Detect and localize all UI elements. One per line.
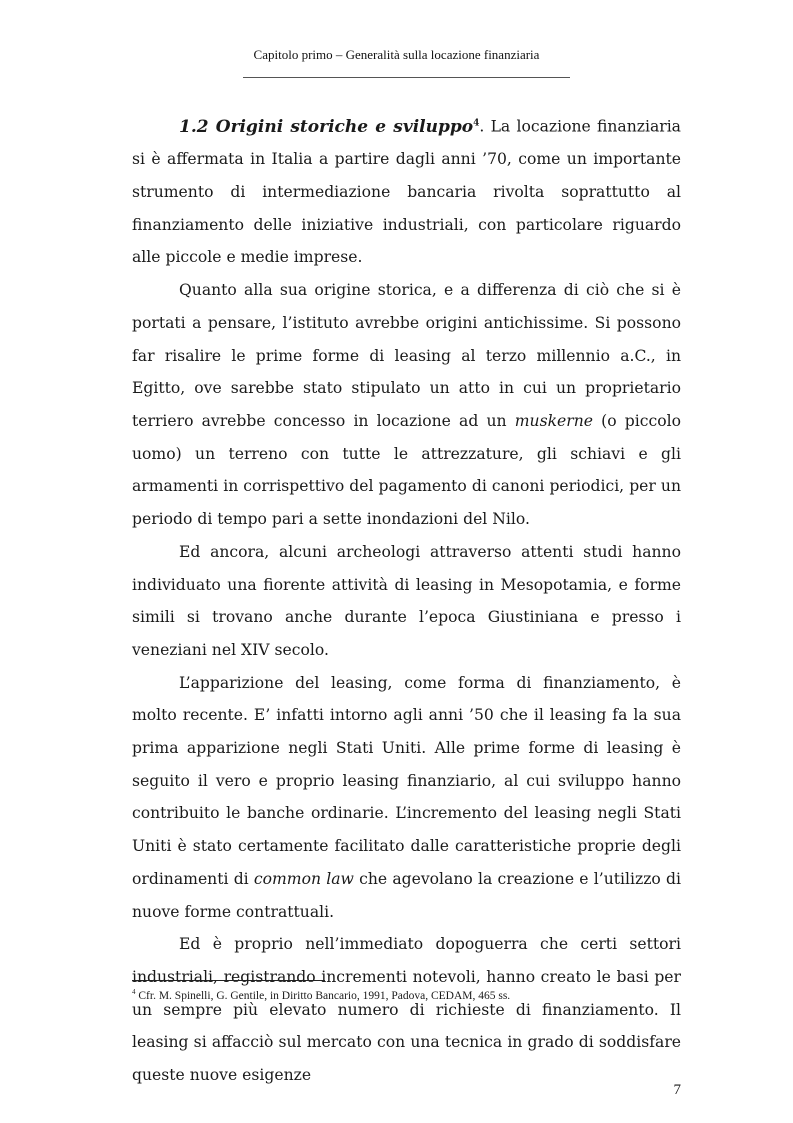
footnote-number: 4 — [132, 988, 136, 996]
footnote-divider — [132, 980, 325, 981]
paragraph-1 — [132, 107, 681, 274]
paragraph-1-text: . La locazione finanziaria si è affermata in Italia a partire dagli anni ’70, come un importante strumento di intermediazione bancaria rivolta soprattutto al finanziamento delle iniziative industriali, con particolare riguardo alle piccole e medie imprese. — [132, 117, 681, 267]
paragraph-2-text-a: Quanto alla sua origine storica, e a differenza di ciò che si è portati a pensare, l’istituto avrebbe origini antichissime. Si possono far risalire le prime forme di leasing al terzo millennio a.C., in Egitto, ove sarebbe stato stipulato un atto in cui un proprietario terriero avrebbe concesso in locazione ad un — [132, 281, 681, 430]
header-divider — [243, 77, 570, 78]
paragraph-4-text-b: che agevolano la creazione e l’utilizzo di nuove forme contrattuali. — [132, 869, 681, 921]
paragraph-4-text-a: L’apparizione del leasing, come forma di finanziamento, è molto recente. E’ infatti intorno agli anni ’50 che il leasing fa la sua prima apparizione negli Stati Uniti. Alle prime forme di leasing è seguito il vero e proprio leasing finanziario, al cui sviluppo hanno contribuito le banche ordinarie. L’incremento del leasing negli Stati Uniti è stato certamente facilitato dalle caratteristiche proprie degli ordinamenti di — [132, 673, 681, 888]
page-number: 7 — [673, 1082, 681, 1098]
section-heading-text: 1.2 Origini storiche e sviluppo — [179, 116, 474, 137]
footnote-ref-4: 4 — [473, 118, 480, 128]
paragraph-2-text-b: (o piccolo uomo) un terreno con tutte le attrezzature, gli schiavi e gli armamenti in corrispettivo del pagamento di canoni periodici, per un periodo di tempo pari a sette inondazioni del Nilo. — [132, 411, 681, 529]
running-header: Capitolo primo – Generalità sulla locazione finanziaria — [253, 47, 540, 62]
paragraph-5: Ed è proprio nell’immediato dopoguerra che certi settori industriali, registrando incrementi notevoli, hanno creato le basi per un sempre più elevato numero di richieste di finanziamento. Il leasing si affacciò sul mercato con una tecnica in grado di soddisfare queste nuove esigenze — [132, 935, 681, 1085]
footnote-text: Cfr. M. Spinelli, G. Gentile, in Diritto Bancario, 1991, Padova, CEDAM, 465 ss. — [135, 989, 511, 1002]
paragraph-2 — [132, 274, 681, 536]
paragraph-3: Ed ancora, alcuni archeologi attraverso attenti studi hanno individuato una fiorente attività di leasing in Mesopotamia, e forme simili si trovano anche durante l’epoca Giustiniana e presso i veneziani nel XIV secolo. — [132, 542, 681, 659]
paragraph-4 — [132, 667, 681, 929]
italic-term-common-law: common law — [253, 869, 354, 888]
italic-term-muskerne: muskerne — [514, 411, 593, 430]
footnote — [132, 988, 692, 1002]
main-text — [132, 107, 681, 1092]
section-heading — [179, 117, 479, 137]
